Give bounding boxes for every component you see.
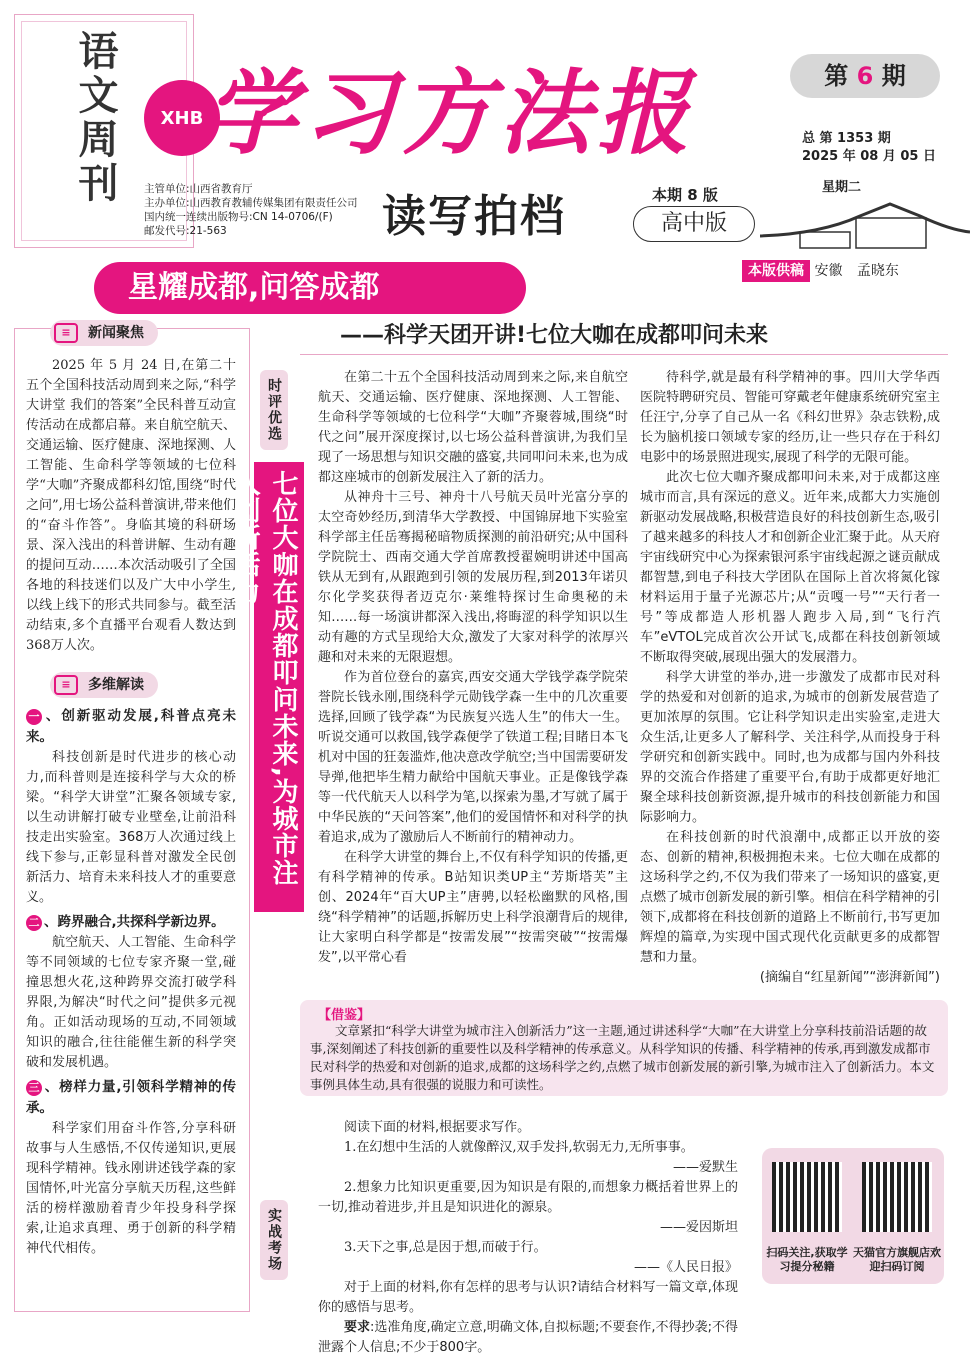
qr-code-study[interactable] <box>772 1162 842 1232</box>
article-column-middle <box>318 368 628 968</box>
byline-author: 孟晓东 <box>856 263 899 279</box>
exam-item: 2.想象力比知识更重要,因为知识是有限的,而想象力概括着世界上的一切,推动着进步,并且是知识进化的源泉。 <box>318 1180 738 1215</box>
edition-pages: 本期 8 版 <box>652 186 718 204</box>
review-text: 文章紧扣“科学大讲堂为城市注入创新活力”这一主题,通过讲述科学“大咖”在大讲堂上分享科技前沿话题的故事,深刻阐述了科技创新的重要性以及科学精神的传承意义。从科学知识的传播、科学精神的传承,再到激发成都市民对科学的热爱和对创新的追求,成都的这场科学之约,点燃了城市创新发展的新引擎,为城市注入了创新活力。本文事例具体生动,具有很强的说服力和可读性。 <box>310 1023 935 1092</box>
exam-requirements <box>318 1318 738 1358</box>
headline-subtitle: ——科学天团开讲!七位大咖在成都叩问未来 <box>340 323 769 348</box>
issue-suffix: 期 <box>881 62 906 90</box>
article-paragraph: 在科学大讲堂的舞台上,不仅有科学知识的传播,更有科学精神的传承。B站知识类UP主“芳斯塔芙”主创、2024年“百大UP主”唐骋,以轻松幽默的风格,围绕“科学精神”的话题,拆解历史上科学浪潮背后的规律,让大家明白科学都是“按需发展”“按需突破”“按需爆发”,以平常心看 <box>318 850 628 965</box>
newspaper-logo: XHB <box>144 80 220 156</box>
issue-meta <box>802 130 936 166</box>
qr-caption-shop: 天猫官方旗舰店欢迎扫码订阅 <box>853 1246 941 1273</box>
analysis-points <box>26 706 236 1259</box>
review-title: 【借鉴】 <box>318 1008 371 1023</box>
exam-item-source: ——爱因斯坦 <box>659 1220 738 1235</box>
article-paragraph: 科学大讲堂的举办,进一步激发了成都市民对科学的热爱和对创新的追求,为城市的创新发展营造了更加浓厚的氛围。它让科学知识走出实验室,走进大众生活,让更多人了解科学、关注科学,从而投身于科学研究和创新实践中。同时,也为成都与国内外科技界的交流合作搭建了重要平台,有助于成都更好地汇聚全球科技创新资源,提升城市的科技创新能力和国际影响力。 <box>640 670 940 825</box>
req-label: 要求 <box>344 1320 371 1335</box>
exam-prompt: 对于上面的材料,你有怎样的思考与认识?请结合材料写一篇文章,体现你的感悟与思考。 <box>318 1280 738 1315</box>
news-focus-text: 2025 年 5 月 24 日,在第二十五个全国科技活动周到来之际,“科学大讲堂 我们的答案”全民科普互动宣传活动在成都启幕。来自航空航天、交通运输、医疗健康、深地探测、人工智能、生命科学等领域的七位科学“大咖”齐聚成都科幻馆,围绕“时代之问”,用七场公益科普演讲,带来他们的“奋斗作答”。身临其境的科研场景、深入浅出的科普讲解、生动有趣的提问互动……本次活动吸引了全国各地的科技迷们以及广大中小学生,以线上线下的形式共同参与。截至活动结束,多个直播平台观看人数达到368万人次。 <box>26 358 236 653</box>
exam-item: 1.在幻想中生活的人就像醉汉,双手发抖,软弱无力,无所事事。 <box>344 1140 694 1155</box>
article-paragraph: 在科技创新的时代浪潮中,成都正以开放的姿态、创新的精神,积极拥抱未来。七位大咖在成都的这场科学之约,不仅为我们带来了一场知识的盛宴,更点燃了城市创新发展的新引擎。相信在科学精神的引领下,成都将在科技创新的道路上不断前行,书写更加辉煌的篇章,为实现中国式现代化贡献更多的成都智慧和力量。 <box>640 830 940 965</box>
comment-tag: 时评优选 <box>260 370 288 450</box>
edition-level: 高中版 <box>633 206 755 242</box>
issue-date: 2025 年 08 月 05 日 <box>802 149 936 164</box>
exam-item: 3.天下之事,总是因于想,而破于行。 <box>344 1240 547 1255</box>
supplement-title: 读写拍档 <box>382 191 566 242</box>
sponsor-info <box>144 182 384 238</box>
article-column-right <box>640 368 940 988</box>
exam-tag: 实战考场 <box>260 1200 288 1280</box>
point-heading: 、榜样力量,引领科学精神的传承。 <box>26 1079 236 1116</box>
issue-number: 6 <box>856 62 874 90</box>
point-heading: 、跨界融合,共探科学新边界。 <box>44 914 225 930</box>
issue-prefix: 第 <box>824 62 849 90</box>
analysis-label <box>50 672 158 698</box>
req-text: :选准角度,确定立意,明确文体,自拟标题;不要套作,不得抄袭;不得泄露个人信息;不少于800字。 <box>318 1320 738 1355</box>
point-number: 一 <box>26 709 42 725</box>
newspaper-title: 学习方法报 <box>205 59 696 167</box>
exam-intro: 阅读下面的材料,根据要求写作。 <box>344 1120 531 1135</box>
article-paragraph: 在第二十五个全国科技活动周到来之际,来自航空航天、交通运输、医疗健康、深地探测、人工智能、生命科学等领域的七位科学“大咖”齐聚蓉城,围绕“时代之问”展开深度探讨,以七场公益科普演讲,为我们呈现了一场思想与知识交融的盛宴,共同叩问未来,也为成都这座城市的创新发展注入了新的活力。 <box>318 370 628 485</box>
analysis-icon: ≡ <box>54 675 78 695</box>
article-source: (摘编自“红星新闻”“澎湃新闻”) <box>759 970 940 985</box>
byline-tag: 本版供稿 <box>742 260 810 282</box>
analysis-point <box>26 912 236 1073</box>
news-focus-label <box>50 320 158 346</box>
article-paragraph: 作为首位登台的嘉宾,西安交通大学钱学森学院荣誉院长钱永刚,围绕科学元勋钱学森一生中的几次重要选择,回顾了钱学森“为民族复兴选人生”的伟大一生。听说交通可以救国,钱学森便学了铁道工程;目睹日本飞机对中国的狂轰滥炸,他决意改学航空;当中国需要研发导弹,他把毕生精力献给中国航天事业。正是像钱学森等一代代航天人以科学为笔,以探索为墨,才写就了属于中华民族的“天问答案”,他们的爱国情怀和对科学的执着追求,成为了激励后人不断前行的精神动力。 <box>318 670 628 845</box>
point-text: 航空航天、人工智能、生命科学等不同领域的七位专家齐聚一堂,碰撞思想火花,这种跨界交流打破学科界限,为解决“时代之问”提供多元视角。正如活动现场的互动,不同领域知识的融合,往往能催生新的科学突破和发展机遇。 <box>26 935 236 1070</box>
qr-code-shop[interactable] <box>862 1162 932 1232</box>
sponsor-line: 主办单位:山西教育教辅传媒集团有限责任公司 <box>144 197 358 209</box>
exam-item-source: ——爱默生 <box>672 1160 738 1175</box>
byline <box>742 260 899 280</box>
sponsor-line: 国内统一连续出版物号:CN 14-0706/(F) <box>144 211 333 223</box>
house-roof-illustration <box>760 196 970 250</box>
article-paragraph: 待科学,就是最有科学精神的事。四川大学华西医院特聘研究员、智能可穿戴老年健康系统研究室主任汪宁,分享了自己从一名《科幻世界》杂志铁粉,成长为脑机接口领域专家的经历,让一些只存在于科幻电影中的场景照进现实,展现了科学的无限可能。 <box>640 370 940 465</box>
point-text: 科学家们用奋斗作答,分享科研故事与人生感悟,不仅传递知识,更展现科学精神。钱永刚讲述钱学森的家国情怀,叶光富分享航天历程,这些鲜活的榜样激励着青少年投身科学探索,让追求真理、勇于创新的科学精神代代相传。 <box>26 1121 236 1256</box>
point-number: 二 <box>26 915 42 931</box>
headline-banner: 星耀成都,问答成都 <box>94 262 526 314</box>
exam-section <box>318 1118 738 1358</box>
sponsor-line: 主管单位:山西省教育厅 <box>144 183 253 195</box>
total-issue: 总 第 1353 期 <box>802 131 891 146</box>
news-icon: ≡ <box>54 323 78 343</box>
analysis-label-text: 多维解读 <box>88 677 144 693</box>
vertical-title: 七位大咖在成都叩问未来,为城市注入创新活力 <box>230 470 298 886</box>
point-number: 三 <box>26 1080 42 1096</box>
analysis-point <box>26 1077 236 1259</box>
article-paragraph: 从神舟十三号、神舟十八号航天员叶光富分享的太空奇妙经历,到清华大学教授、中国锦屏地下实验室科学部主任岳骞揭秘暗物质探测的前沿研究;从中国科学院院士、西南交通大学首席教授翟婉明讲述中国高铁从无到有,从跟跑到引领的发展历程,到2013年诺贝尔化学奖获得者迈克尔·莱维特探讨生命奥秘的未知……每一场演讲都深入浅出,将晦涩的科学知识以生动有趣的方式呈现给大众,激发了大家对科学的浓厚兴趣和对未来的无限遐想。 <box>318 490 628 665</box>
issue-number-badge <box>790 54 940 98</box>
weekly-title: 语文周刊 <box>72 30 119 206</box>
byline-region: 安徽 <box>814 263 843 279</box>
sponsor-line: 邮发代号:21-563 <box>144 225 227 237</box>
exam-item-source: ——《人民日报》 <box>633 1260 738 1275</box>
point-text: 科技创新是时代进步的核心动力,而科普则是连接科学与大众的桥梁。“科学大讲堂”汇聚各领域专家,以生动讲解打破专业壁垒,让前沿科技走出实验室。368万人次通过线上线下参与,正彰显科普对激发全民创新活力、培育未来科技人才的重要意义。 <box>26 750 236 905</box>
divider <box>300 354 948 355</box>
qr-caption-study: 扫码关注,获取学习提分秘籍 <box>766 1246 848 1273</box>
point-heading: 、创新驱动发展,科普点亮未来。 <box>26 708 236 745</box>
news-focus-label-text: 新闻聚焦 <box>88 325 144 341</box>
analysis-point <box>26 706 236 908</box>
issue-weekday: 星期二 <box>822 180 862 195</box>
article-paragraph: 此次七位大咖齐聚成都叩问未来,对于成都这座城市而言,具有深远的意义。近年来,成都大力实施创新驱动发展战略,积极营造良好的科技创新生态,吸引了越来越多的科技人才和创新企业汇聚于此。从天府宇宙线研究中心为探索银河系宇宙线起源之谜贡献成都智慧,到电子科技大学团队在国际上首次将氮化镓材料运用于量子光源芯片;从“贡嘎一号”“天行者一号”等成都造人形机器人跑步入局,到“飞行汽车”eVTOL完成首次公开试飞,成都在科技创新领域不断取得突破,展现出强大的发展潜力。 <box>640 470 940 665</box>
